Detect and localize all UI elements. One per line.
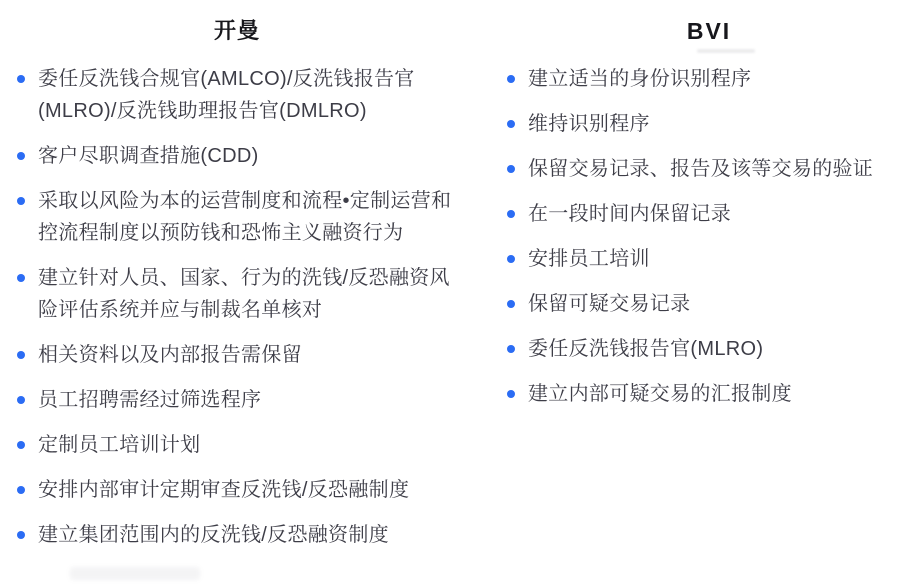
list-item	[506, 378, 912, 410]
column-header-bvi: BVI	[686, 18, 732, 44]
list-item-text: 相关资料以及内部报告需保留	[38, 344, 302, 366]
list-item-text: 建立内部可疑交易的汇报制度	[528, 383, 792, 405]
list-item	[16, 474, 458, 506]
list-item-text: 安排员工培训	[528, 248, 650, 270]
column-bvi	[460, 0, 922, 588]
bullet-icon	[17, 351, 25, 359]
bullet-icon	[507, 165, 515, 173]
bullet-icon	[17, 274, 25, 282]
column-header-cayman: 开曼	[213, 18, 260, 43]
list-item-text: 在一段时间内保留记录	[528, 203, 731, 225]
list-item	[506, 288, 912, 320]
column-cayman	[0, 0, 460, 588]
list-item-text: 员工招聘需经过筛选程序	[38, 389, 262, 411]
list-item	[16, 262, 458, 326]
bullet-icon	[17, 486, 25, 494]
list-item-text: 客户尽职调查措施(CDD)	[38, 145, 259, 167]
list-item-text: 委任反洗钱报告官(MLRO)	[528, 338, 764, 360]
list-item-text: 维持识别程序	[528, 113, 650, 135]
bullet-icon	[17, 152, 25, 160]
list-item	[506, 63, 912, 95]
bullet-icon	[507, 345, 515, 353]
list-item-text: 安排内部审计定期审查反洗钱/反恐融制度	[38, 479, 410, 501]
bullet-icon	[17, 531, 25, 539]
list-item-text: 保留可疑交易记录	[528, 293, 691, 315]
list-item	[16, 185, 458, 249]
cayman-bullet-list	[16, 63, 458, 551]
bullet-icon	[17, 197, 25, 205]
faded-subtext-artifact	[697, 49, 755, 53]
list-item-text: 保留交易记录、报告及该等交易的验证	[528, 158, 874, 180]
bullet-icon	[507, 120, 515, 128]
list-item	[16, 384, 458, 416]
list-item-text: 委任反洗钱合规官(AMLCO)/反洗钱报告官(MLRO)/反洗钱助理报告官(DMLRO)	[38, 68, 415, 122]
list-item	[16, 429, 458, 461]
list-item-text: 定制员工培训计划	[38, 434, 201, 456]
bvi-bullet-list	[506, 63, 912, 410]
bullet-icon	[507, 255, 515, 263]
list-item	[16, 140, 458, 172]
list-item	[506, 333, 912, 365]
list-item-text: 建立集团范围内的反洗钱/反恐融资制度	[38, 524, 389, 546]
bullet-icon	[507, 300, 515, 308]
list-item-text: 建立适当的身份识别程序	[528, 68, 752, 90]
list-item	[506, 243, 912, 275]
list-item	[16, 519, 458, 551]
bullet-icon	[17, 441, 25, 449]
list-item	[16, 63, 458, 127]
list-item	[506, 153, 912, 185]
bullet-icon	[17, 75, 25, 83]
bullet-icon	[507, 75, 515, 83]
list-item-text: 采取以风险为本的运营制度和流程•定制运营和控流程制度以预防钱和恐怖主义融资行为	[38, 190, 452, 244]
list-item	[506, 108, 912, 140]
bullet-icon	[507, 210, 515, 218]
list-item	[16, 339, 458, 371]
bullet-icon	[507, 390, 515, 398]
bullet-icon	[17, 396, 25, 404]
list-item	[506, 198, 912, 230]
faded-cutoff-line-artifact	[70, 567, 200, 580]
list-item-text: 建立针对人员、国家、行为的洗钱/反恐融资风险评估系统并应与制裁名单核对	[38, 267, 450, 321]
